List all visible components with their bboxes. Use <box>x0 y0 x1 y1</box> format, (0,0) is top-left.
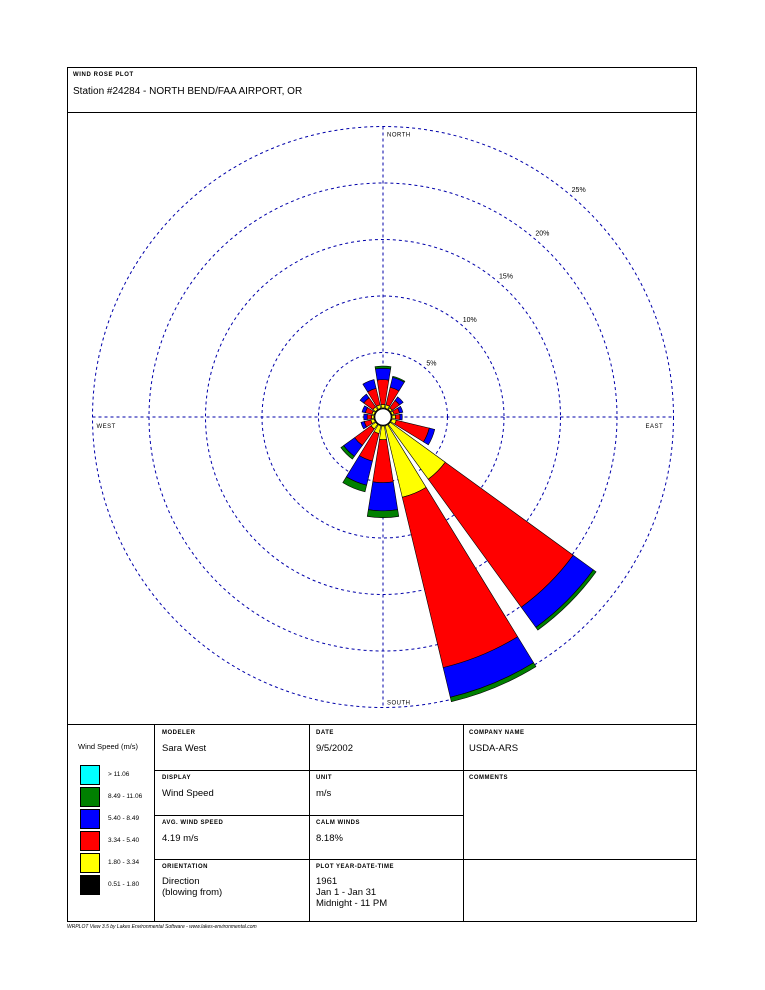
ring-label: 10% <box>462 317 477 325</box>
calm-winds-value: 8.18% <box>316 833 343 844</box>
legend-title: Wind Speed (m/s) <box>78 742 139 751</box>
plot-dates: Jan 1 - Jan 31 <box>316 887 377 898</box>
orientation-value-2: (blowing from) <box>162 887 223 898</box>
calm-winds-label: CALM WINDS <box>316 820 360 826</box>
petal-e <box>400 414 402 420</box>
unit-label: UNIT <box>316 775 332 781</box>
company-value: USDA-ARS <box>469 743 519 754</box>
ring-label: 25% <box>571 187 586 195</box>
plot-hours: Midnight - 11 PM <box>316 898 388 909</box>
petal-s <box>367 510 398 518</box>
legend-label: 1.80 - 3.34 <box>108 859 140 866</box>
ring-label: 5% <box>426 360 437 368</box>
comments-label: COMMENTS <box>469 775 508 781</box>
wind-rose-chart <box>68 112 696 724</box>
ring-label: 20% <box>535 230 550 238</box>
legend-swatch <box>80 853 100 873</box>
petal-w <box>364 414 368 420</box>
legend-swatch <box>80 875 100 895</box>
petal-n <box>381 404 385 408</box>
display-label: DISPLAY <box>162 775 191 781</box>
petal-s <box>368 482 397 511</box>
modeler-label: MODELER <box>162 730 196 736</box>
company-label: COMPANY NAME <box>469 730 525 736</box>
software-credit: WRPLOT View 3.5 by Lakes Environmental Software - www.lakes-environmental.com <box>67 924 257 930</box>
legend-label: 0.51 - 1.80 <box>108 881 140 888</box>
petal-e <box>395 414 400 419</box>
legend-swatch <box>80 831 100 851</box>
east-label: EAST <box>645 424 664 430</box>
date-label: DATE <box>316 730 334 736</box>
orientation-label: ORIENTATION <box>162 864 208 870</box>
plot-time-label: PLOT YEAR-DATE-TIME <box>316 864 394 870</box>
petal-e <box>392 415 396 419</box>
plot-frame <box>67 67 697 922</box>
orientation-value-1: Direction <box>162 876 200 887</box>
date-value: 9/5/2002 <box>316 743 353 754</box>
station-title: Station #24284 - NORTH BEND/FAA AIRPORT, OR <box>73 86 303 97</box>
calm-circle <box>375 409 391 425</box>
south-label: SOUTH <box>387 700 411 707</box>
avg-speed-value: 4.19 m/s <box>162 833 199 844</box>
legend-swatch <box>80 809 100 829</box>
avg-speed-label: AVG. WIND SPEED <box>162 820 224 826</box>
modeler-value: Sara West <box>162 743 207 754</box>
unit-value: m/s <box>316 788 332 799</box>
legend-swatch <box>80 787 100 807</box>
legend-swatch <box>80 765 100 785</box>
petal-n <box>375 366 391 369</box>
ring-label: 15% <box>499 273 514 281</box>
petal-w <box>367 415 372 420</box>
west-label: WEST <box>96 424 116 430</box>
legend-label: 8.49 - 11.06 <box>108 793 143 800</box>
legend-label: > 11.06 <box>108 771 130 778</box>
plot-type-label: WIND ROSE PLOT <box>73 72 134 78</box>
legend-label: 3.34 - 5.40 <box>108 837 140 844</box>
plot-header <box>68 68 696 113</box>
info-panel <box>68 724 696 922</box>
north-label: NORTH <box>387 132 411 139</box>
petal-n <box>375 368 390 380</box>
display-value: Wind Speed <box>162 788 214 799</box>
legend-label: 5.40 - 8.49 <box>108 815 140 822</box>
plot-year: 1961 <box>316 876 338 887</box>
